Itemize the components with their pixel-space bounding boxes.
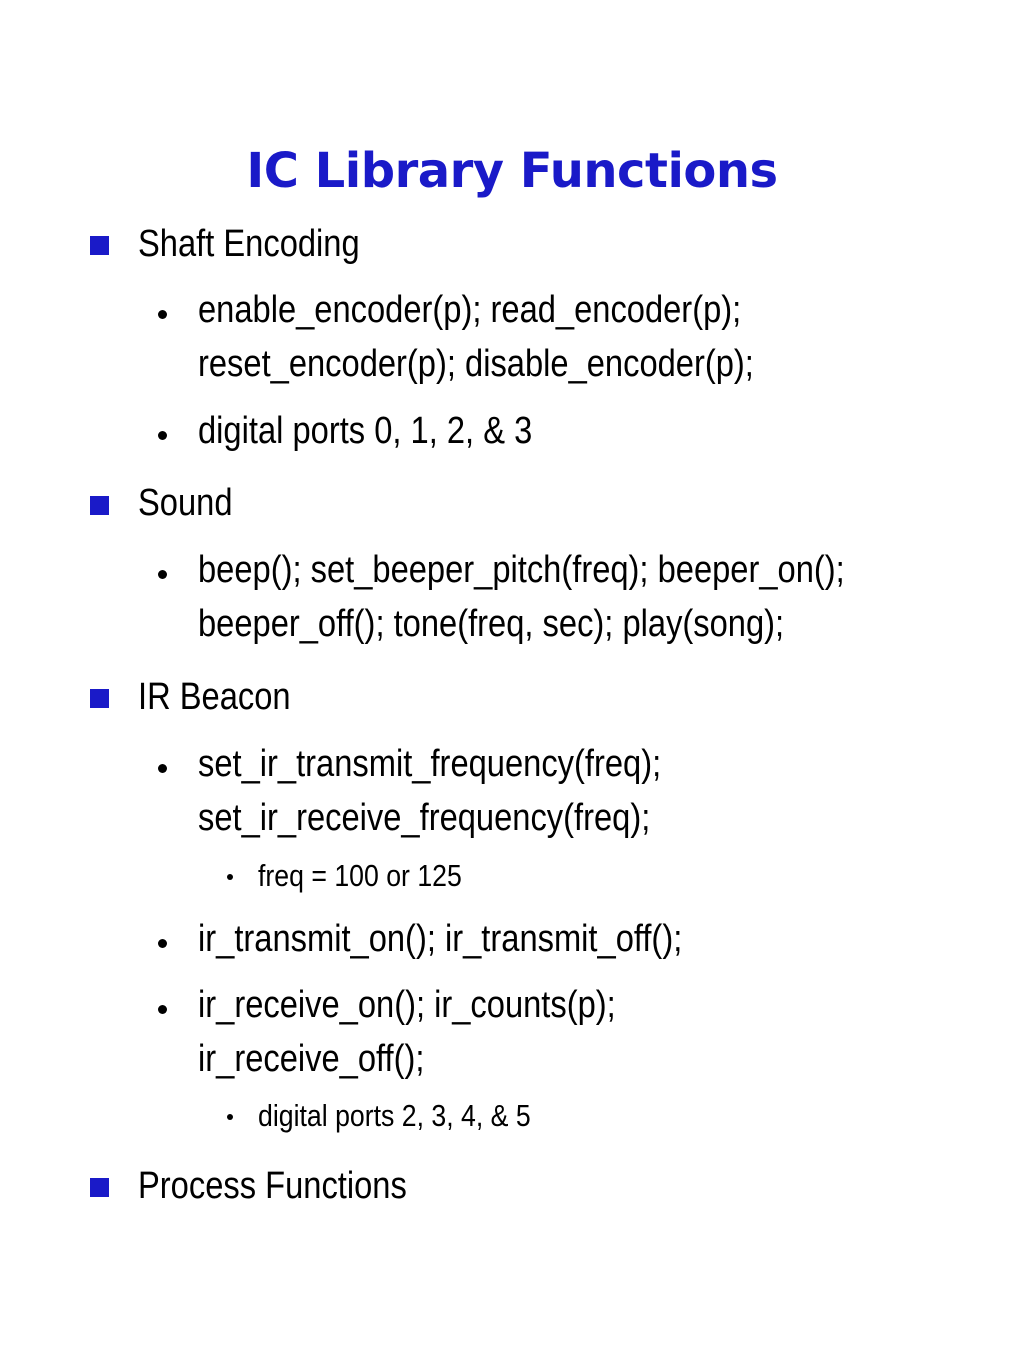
sub-bullet-line: ir_receive_off(); <box>198 1038 425 1080</box>
square-bullet-icon <box>90 1178 109 1197</box>
sub-bullet-line: set_ir_transmit_frequency(freq); <box>198 743 662 785</box>
bullet-sound: Sound <box>138 482 233 524</box>
bullet-process-functions: Process Functions <box>138 1165 407 1207</box>
sub-bullet-line: ir_receive_on(); ir_counts(p); <box>198 984 616 1026</box>
square-bullet-icon <box>90 236 109 255</box>
round-bullet-icon <box>158 431 167 440</box>
round-bullet-icon <box>158 570 167 579</box>
sub-bullet-line: beeper_off(); tone(freq, sec); play(song); <box>198 603 785 645</box>
bullet-shaft-encoding: Shaft Encoding <box>138 223 360 265</box>
sub-bullet-line: enable_encoder(p); read_encoder(p); <box>198 289 742 331</box>
sub-bullet-line: set_ir_receive_frequency(freq); <box>198 797 651 839</box>
round-bullet-icon <box>158 939 167 948</box>
small-bullet-icon <box>227 874 233 880</box>
sub-sub-bullet-line: digital ports 2, 3, 4, & 5 <box>258 1098 531 1133</box>
sub-bullet-line: ir_transmit_on(); ir_transmit_off(); <box>198 918 683 960</box>
sub-bullet-line: beep(); set_beeper_pitch(freq); beeper_on(); <box>198 549 845 591</box>
sub-sub-bullet-line: freq = 100 or 125 <box>258 858 462 893</box>
round-bullet-icon <box>158 764 167 773</box>
small-bullet-icon <box>227 1114 233 1120</box>
round-bullet-icon <box>158 1005 167 1014</box>
sub-bullet-line: reset_encoder(p); disable_encoder(p); <box>198 343 754 385</box>
square-bullet-icon <box>90 689 109 708</box>
bullet-ir-beacon: IR Beacon <box>138 676 291 718</box>
round-bullet-icon <box>158 310 167 319</box>
slide-title: IC Library Functions <box>246 143 778 199</box>
square-bullet-icon <box>90 496 109 515</box>
sub-bullet-line: digital ports 0, 1, 2, & 3 <box>198 410 533 452</box>
